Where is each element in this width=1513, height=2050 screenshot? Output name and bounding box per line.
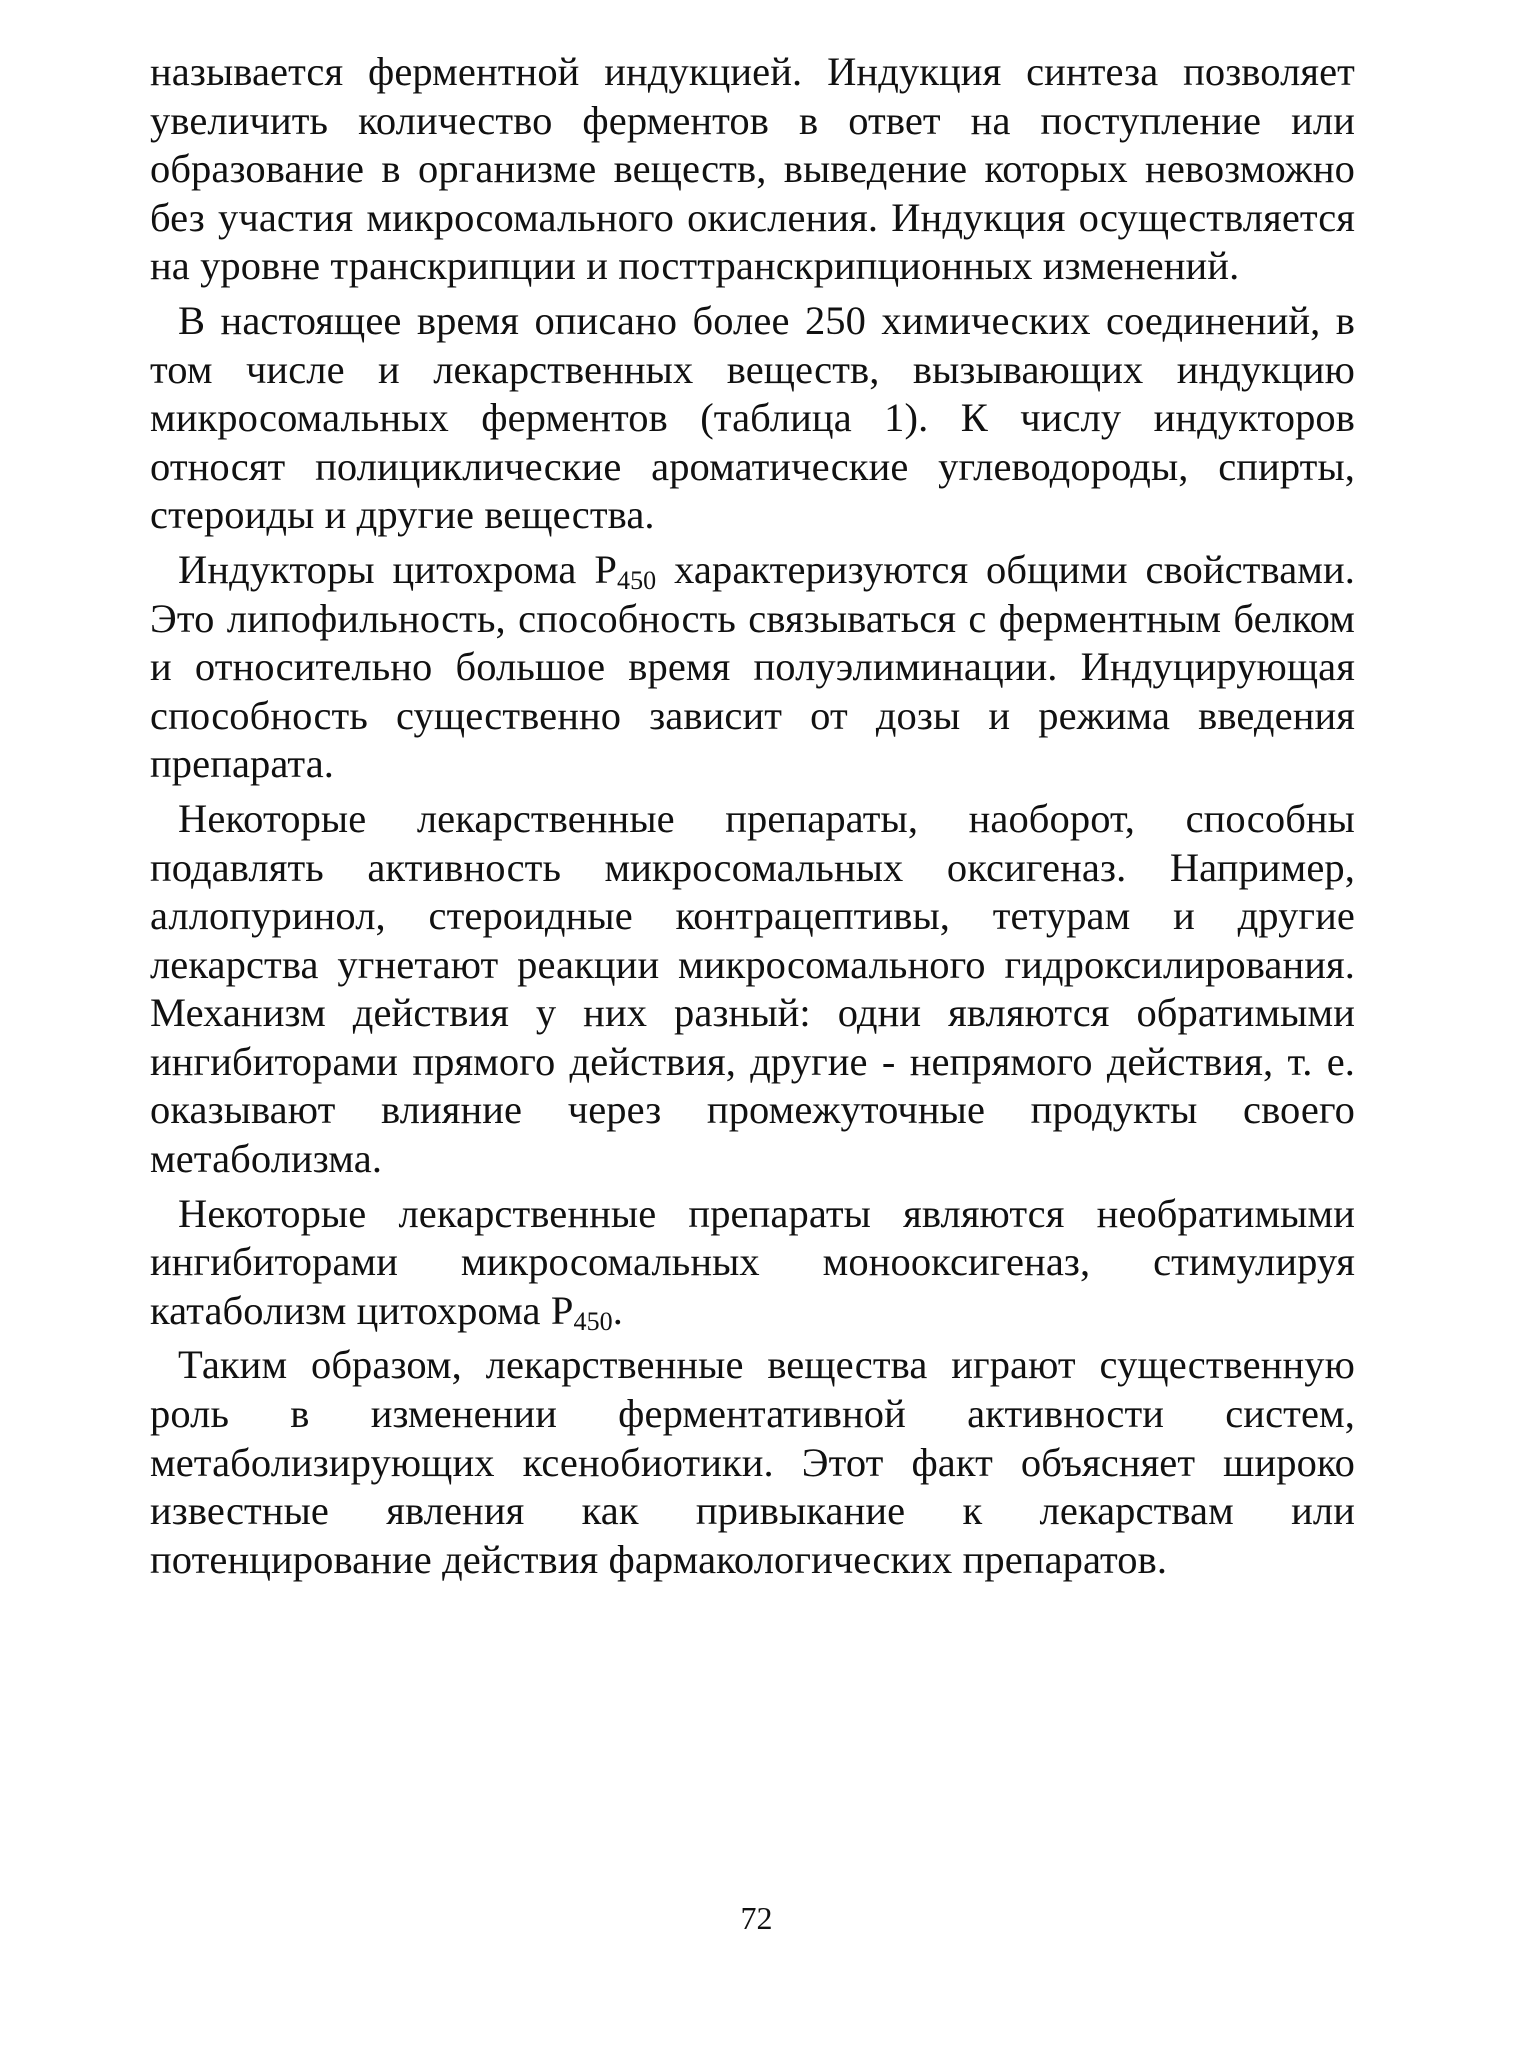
paragraph-enzyme-induction: называется ферментной индукцией. Индукция синтеза позволяет увеличить количество ферментов в ответ на поступление или образование в организме веществ, выведение которых невозможно без участия микросомального окисления. Индукция осуществляется на уровне транскрипции и посттранскрипционных изменений. — [150, 49, 1355, 289]
paragraph-text-before: Некоторые лекарственные препараты являются необратимыми ингибиторами микросомальных монооксигеназ, стимулируя катаболизм цитохрома Р — [150, 1190, 1355, 1333]
paragraph-irreversible-inhibitors — [150, 1190, 1355, 1336]
paragraph-suppressors: Некоторые лекарственные препараты, наоборот, способны подавлять активность микросомальных оксигеназ. Например, аллопуринол, стероидные контрацептивы, тетурам и другие лекарства угнетают реакции микросомального гидроксилирования. Механизм действия у них разный: одни являются обратимыми ингибиторами прямого действия, другие - непрямого действия, т. е. оказывают влияние через промежуточные продукты своего метаболизма. — [150, 795, 1355, 1182]
paragraph-text-after: . — [612, 1287, 624, 1333]
paragraph-text-after: характеризуются общими свойствами. Это липофильность, способность связываться с ферментным белком и относительно большое время полуэлиминации. Индуцирующая способность существенно зависит от дозы и режима введения препарата. — [150, 546, 1356, 787]
page-body — [150, 48, 1355, 1590]
subscript: 450 — [616, 565, 657, 595]
paragraph-inducers-count: В настоящее время описано более 250 химических соединений, в том числе и лекарственных веществ, вызывающих индукцию микросомальных ферментов (таблица 1). К числу индукторов относят полициклические ароматические углеводороды, спирты, стероиды и другие вещества. — [150, 297, 1355, 538]
paragraph-text-before: Индукторы цитохрома Р — [178, 546, 617, 592]
subscript: 450 — [573, 1306, 613, 1336]
paragraph-conclusion: Таким образом, лекарственные вещества играют существенную роль в изменении ферментативной активности систем, метаболизирующих ксенобиотики. Этот факт объясняет широко известные явления как привыкание к лекарствам или потенцирование действия фармакологических препаратов. — [150, 1342, 1355, 1582]
page-number: 72 — [740, 1900, 773, 1936]
paragraph-inducers-properties — [150, 546, 1355, 789]
